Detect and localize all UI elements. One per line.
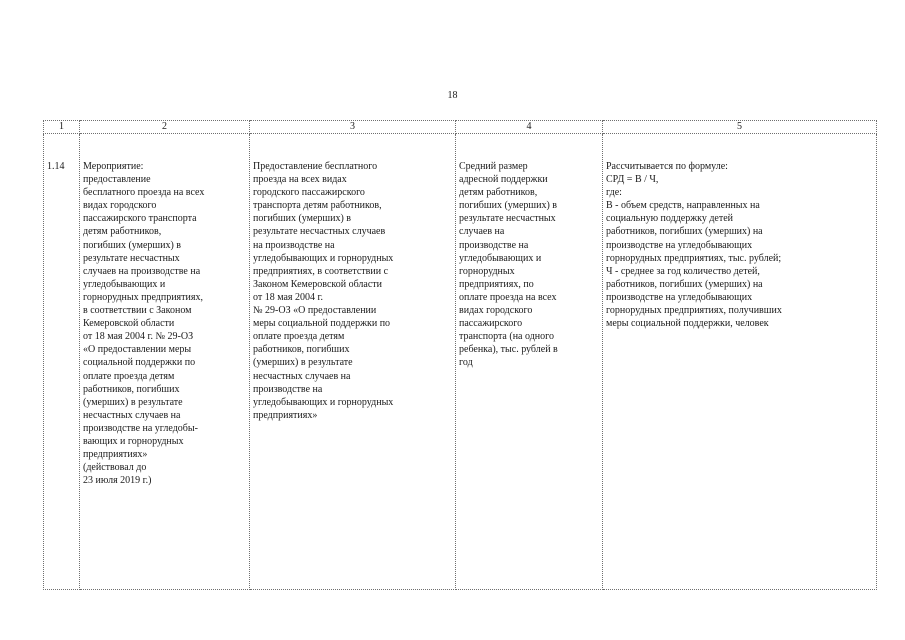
text-line: ребенка), тыс. рублей в [459,344,558,356]
text-line: производстве на угледобы- [83,422,198,434]
formula-text [606,160,874,330]
text-line: работников, погибших [83,383,180,395]
text-line: детям работников, [459,187,538,199]
table-header-row [44,121,877,134]
text-line: работников, погибших (умерших) на [606,278,763,290]
text-line: оплате проезда детям [253,331,345,343]
text-line: В - объем средств, направленных на [606,200,760,212]
text-line: видах городского [83,200,157,212]
text-line: социальной поддержки по [83,357,196,369]
text-line: Рассчитывается по формуле: [606,161,728,172]
text-line: угледобывающих и горнорудных [253,252,394,264]
event-cell [80,134,250,590]
row-number-text: 1.14 [47,161,65,172]
text-line: где: [606,187,622,199]
text-line: бесплатного проезда на всех [83,187,205,199]
text-line: производстве на [459,239,529,251]
text-line: адресной поддержки [459,174,548,186]
text-line: результате несчастных случаев [253,226,386,238]
text-line: результате несчастных [459,213,556,225]
text-line: горнорудных предприятиях, тыс. рублей; [606,252,782,264]
text-line: случаев на [459,226,505,238]
indicator-value-cell [456,134,603,590]
text-line: несчастных случаев на [253,370,351,382]
text-line: (умерших) в результате [83,396,183,408]
event-text [83,160,247,487]
column-header-1: 1 [44,121,80,134]
text-line: производстве на [253,383,323,395]
text-line: работников, погибших [253,344,350,356]
text-line: от 18 мая 2004 г. № 29-ОЗ [83,331,194,343]
text-line: горнорудных предприятиях, [83,291,203,303]
text-line: случаев на производстве на [83,265,201,277]
column-header-5: 5 [603,121,877,134]
text-line: Кемеровской области [83,318,175,330]
text-line: пассажирского [459,318,523,330]
indicator-name-cell [250,134,456,590]
text-line: угледобывающих и [459,252,542,264]
text-line: меры социальной поддержки, человек [606,318,769,330]
text-line: погибших (умерших) в [459,200,558,212]
text-line: горнорудных предприятиях, получивших [606,305,782,317]
text-line: пассажирского транспорта [83,213,197,225]
row-number [44,134,80,590]
column-header-2: 2 [80,121,250,134]
text-line: оплате проезда детям [83,370,175,382]
text-line: в соответствии с Законом [83,305,192,317]
text-line: (действовал до [83,462,147,474]
text-line: работников, погибших (умерших) на [606,226,763,238]
text-line: транспорта (на одного [459,331,554,343]
text-line: СРД = В / Ч, [606,174,659,186]
indicator-value-text [459,160,600,370]
text-line: меры социальной поддержки по [253,318,391,330]
text-line: социальную поддержку детей [606,213,734,225]
text-line: детям работников, [83,226,162,238]
text-line: проезда на всех видах [253,174,347,186]
text-line: Предоставление бесплатного [253,161,378,172]
text-line: результате несчастных [83,252,180,264]
text-line: предприятиях» [253,409,318,421]
text-line: № 29-ОЗ «О предоставлении [253,305,377,317]
text-line: погибших (умерших) в [83,239,182,251]
text-line: вающих и горнорудных [83,435,184,447]
text-line: год [459,357,473,369]
text-line: погибших (умерших) в [253,213,352,225]
column-header-4: 4 [456,121,603,134]
text-line: Мероприятие: [83,161,144,172]
text-line: «О предоставлении меры [83,344,192,356]
text-line: угледобывающих и горнорудных [253,396,394,408]
text-line: Средний размер [459,161,528,172]
column-header-3: 3 [250,121,456,134]
text-line: предприятиях» [83,449,148,461]
text-line: Законом Кемеровской области [253,278,383,290]
text-line: транспорта детям работников, [253,200,382,212]
text-line: предприятиях, в соответствии с [253,265,389,277]
text-line: производстве на угледобывающих [606,239,753,251]
text-line: от 18 мая 2004 г. [253,291,324,303]
data-table [43,120,877,590]
text-line: несчастных случаев на [83,409,181,421]
text-line: производстве на угледобывающих [606,291,753,303]
text-line: видах городского [459,305,533,317]
text-line: оплате проезда на всех [459,291,557,303]
text-line: угледобывающих и [83,278,166,290]
page-number: 18 [447,90,458,101]
text-line: предоставление [83,174,151,186]
text-line: (умерших) в результате [253,357,353,369]
text-line: Ч - среднее за год количество детей, [606,265,760,277]
table-row [44,134,877,590]
text-line: 23 июля 2019 г.) [83,475,152,487]
text-line: городского пассажирского [253,187,365,199]
text-line: на производстве на [253,239,335,251]
text-line: предприятиях, по [459,278,534,290]
text-line: горнорудных [459,265,515,277]
indicator-name-text [253,160,453,422]
formula-cell [603,134,877,590]
